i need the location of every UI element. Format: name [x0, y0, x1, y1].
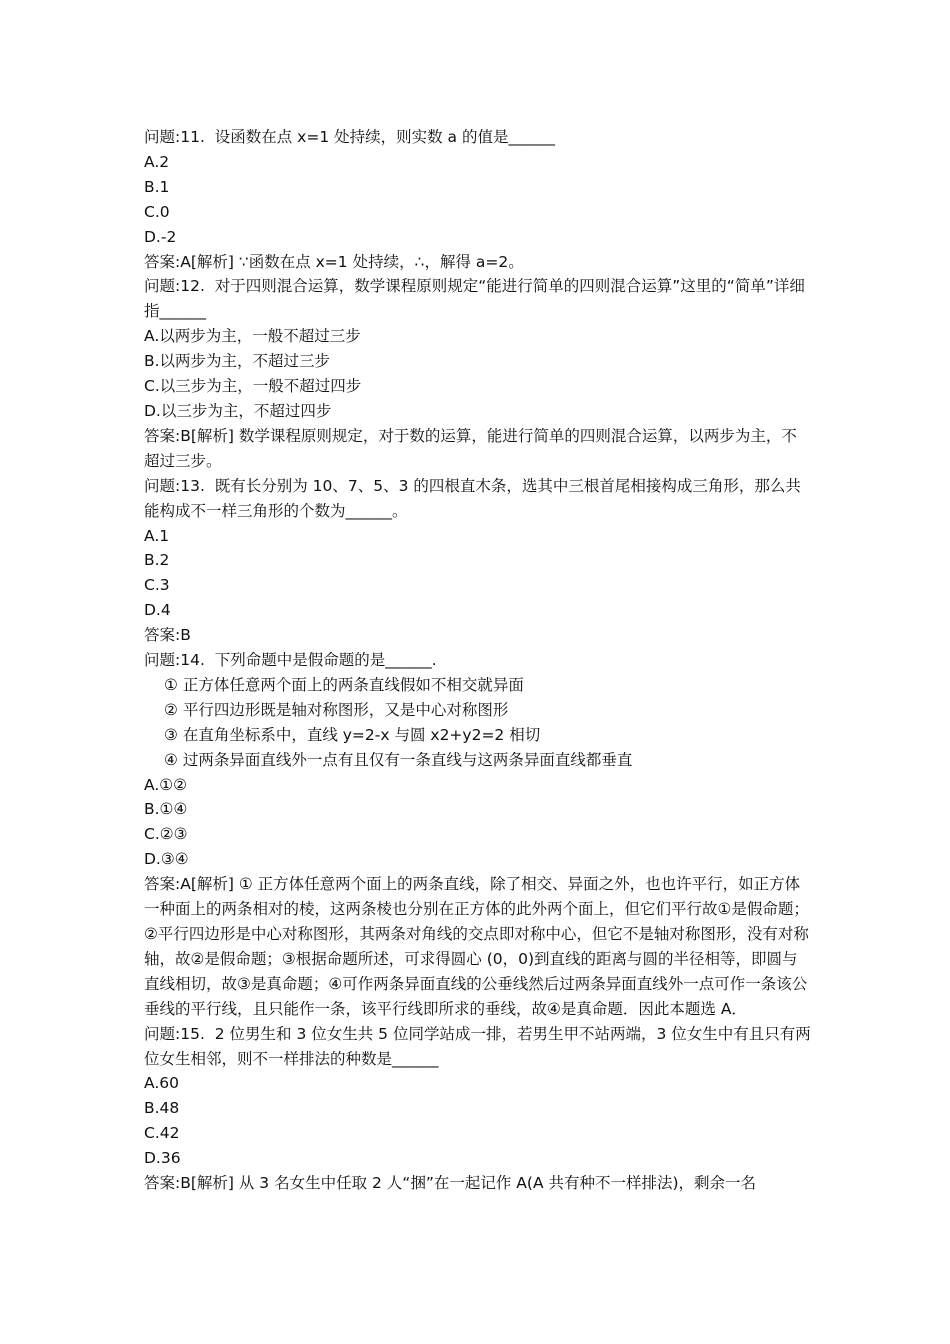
question-14-option-b: B.①④	[144, 800, 188, 819]
question-14-answer: 答案:A[解析] ① 正方体任意两个面上的两条直线，除了相交、异面之外，也也许平行，如正方体一种面上的两条相对的棱，这两条棱也分别在正方体的此外两个面上，但它们平行故①是假命题；②平行四边形是中心对称图形，其两条对角线的交点即对称中心，但它不是轴对称图形，没有对称轴，故②是假命题；③根据命题所述，可求得圆心 (0，0)到直线的距离与圆的半径相等，即圆与直线相切，故③是真命题；④可作两条异面直线的公垂线然后过两条异面直线外一点可作一条该公垂线的平行线，且只能作一条，该平行线即所求的垂线，故④是真命题．因此本题选 A．	[144, 875, 809, 1018]
question-11-prompt: 问题:11. 设函数在点 x=1 处持续，则实数 a 的值是______	[144, 128, 555, 146]
question-14-statement-4: ④ 过两条异面直线外一点有且仅有一条直线与这两条异面直线都垂直	[164, 750, 633, 769]
question-12-option-b: B.以两步为主，不超过三步	[144, 352, 331, 371]
question-11-answer: 答案:A[解析] ∵函数在点 x=1 处持续，∴，解得 a=2。	[144, 252, 524, 271]
question-12-option-a: A.以两步为主，一般不超过三步	[144, 327, 361, 346]
question-14-statement-1: ① 正方体任意两个面上的两条直线假如不相交就异面	[164, 675, 524, 694]
question-15-option-d: D.36	[144, 1149, 181, 1168]
question-13-answer: 答案:B	[144, 626, 191, 645]
question-11-option-a: A.2	[144, 152, 170, 171]
question-12-prompt: 问题:12. 对于四则混合运算，数学课程原则规定“能进行简单的四则混合运算”这里的“简单”详细指______	[144, 277, 805, 321]
question-14-option-d: D.③④	[144, 850, 189, 869]
question-13-option-d: D.4	[144, 601, 171, 620]
question-15-option-b: B.48	[144, 1099, 180, 1118]
question-15-prompt: 问题:15. 2 位男生和 3 位女生共 5 位同学站成一排，若男生甲不站两端，3 位女生中有且只有两位女生相邻，则不一样排法的种数是______	[144, 1024, 811, 1068]
question-13-option-a: A.1	[144, 526, 170, 545]
question-15-option-c: C.42	[144, 1124, 180, 1143]
question-15-answer: 答案:B[解析] 从 3 名女生中任取 2 人“捆”在一起记作 A(A 共有种不一样排法)，剩余一名	[144, 1174, 757, 1193]
question-14-option-c: C.②③	[144, 825, 188, 844]
question-13-prompt: 问题:13. 既有长分别为 10、7、5、3 的四根直木条，选其中三根首尾相接构成三角形，那么共能构成不一样三角形的个数为______。	[144, 476, 801, 520]
question-14-prompt: 问题:14. 下列命题中是假命题的是______.	[144, 651, 437, 670]
question-14-statement-3: ③ 在直角坐标系中，直线 y=2-x 与圆 x2+y2=2 相切	[164, 725, 541, 744]
question-11-option-c: C.0	[144, 202, 170, 221]
question-15-option-a: A.60	[144, 1074, 179, 1093]
question-12-answer: 答案:B[解析] 数学课程原则规定，对于数的运算，能进行简单的四则混合运算，以两步为主，不超过三步。	[144, 426, 797, 470]
question-12-option-c: C.以三步为主，一般不超过四步	[144, 377, 362, 396]
question-11-option-d: D.-2	[144, 227, 177, 246]
question-11-option-b: B.1	[144, 177, 170, 196]
question-13-option-b: B.2	[144, 551, 170, 570]
question-14-option-a: A.①②	[144, 775, 188, 794]
document-page	[144, 125, 812, 1196]
question-13-option-c: C.3	[144, 576, 170, 595]
question-14-statement-2: ② 平行四边形既是轴对称图形，又是中心对称图形	[164, 700, 509, 719]
question-12-option-d: D.以三步为主，不超过四步	[144, 401, 332, 420]
